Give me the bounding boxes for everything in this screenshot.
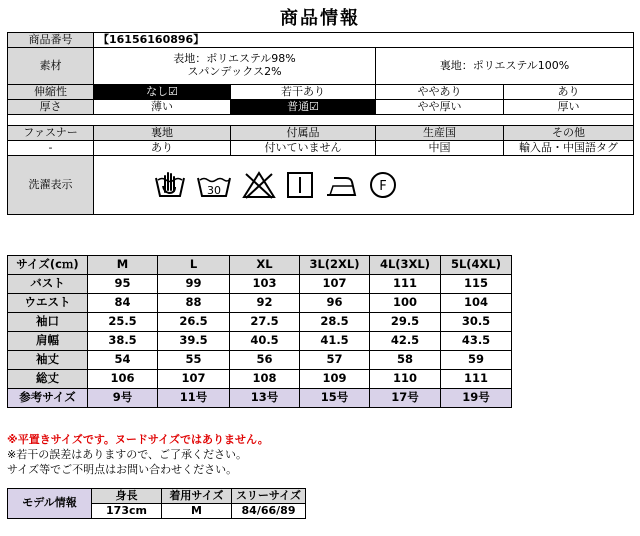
size-row-label: 肩幅 — [8, 332, 88, 351]
size-cell: 88 — [158, 294, 230, 313]
thickness-option: 厚い — [504, 100, 634, 115]
model-header-cell: 着用サイズ — [162, 489, 232, 504]
dry-clean-letter: F — [379, 179, 387, 194]
size-cell: 57 — [300, 351, 370, 370]
stretch-option: なし☑ — [94, 85, 231, 100]
size-cell: 96 — [300, 294, 370, 313]
size-cell: 11号 — [158, 389, 230, 408]
size-cell: 92 — [230, 294, 300, 313]
size-cell: 26.5 — [158, 313, 230, 332]
size-cell: 19号 — [441, 389, 512, 408]
size-notes — [7, 432, 269, 477]
size-row-length — [8, 370, 512, 389]
thickness-option: 薄い — [94, 100, 231, 115]
size-cell: 99 — [158, 275, 230, 294]
size-table — [7, 255, 512, 408]
details-value-row — [8, 141, 634, 156]
size-header-cell: 3L(2XL) — [300, 256, 370, 275]
size-cell: 106 — [88, 370, 158, 389]
size-cell: 111 — [370, 275, 441, 294]
details-value: - — [8, 141, 94, 156]
size-row-label: 参考サイズ — [8, 389, 88, 408]
stretch-row — [8, 85, 634, 100]
note-line: ※若干の誤差はありますので、ご了承ください。 — [7, 448, 247, 461]
dry-clean-f-icon — [368, 170, 398, 200]
material-label: 素材 — [8, 48, 94, 85]
details-value: 中国 — [376, 141, 504, 156]
product-info-table — [7, 32, 634, 215]
size-row-cuff — [8, 313, 512, 332]
details-header: 裏地 — [94, 126, 231, 141]
size-cell: 55 — [158, 351, 230, 370]
size-cell: 25.5 — [88, 313, 158, 332]
size-cell: 111 — [441, 370, 512, 389]
model-header-cell: スリーサイズ — [232, 489, 306, 504]
product-no-value: 【16156160896】 — [94, 33, 634, 48]
stretch-label: 伸縮性 — [8, 85, 94, 100]
thickness-option: やや厚い — [376, 100, 504, 115]
size-cell: 95 — [88, 275, 158, 294]
size-header-cell: L — [158, 256, 230, 275]
size-cell: 15号 — [300, 389, 370, 408]
note-line: ※平置きサイズです。ヌードサイズではありません。 — [7, 433, 269, 446]
size-row-reference — [8, 389, 512, 408]
model-value-cell: 173cm — [92, 504, 162, 519]
size-cell: 84 — [88, 294, 158, 313]
thickness-label: 厚さ — [8, 100, 94, 115]
model-info-table — [7, 488, 306, 519]
details-header-row — [8, 126, 634, 141]
size-cell: 30.5 — [441, 313, 512, 332]
details-header: ファスナー — [8, 126, 94, 141]
material-outer — [94, 48, 376, 85]
model-label: モデル情報 — [8, 489, 92, 519]
size-cell: 17号 — [370, 389, 441, 408]
size-row-bust — [8, 275, 512, 294]
size-cell: 59 — [441, 351, 512, 370]
wash-icons — [94, 170, 633, 200]
size-header-cell: 5L(4XL) — [441, 256, 512, 275]
size-row-label: ウエスト — [8, 294, 88, 313]
size-row-waist — [8, 294, 512, 313]
size-cell: 9号 — [88, 389, 158, 408]
size-cell: 109 — [300, 370, 370, 389]
stretch-option: あり — [504, 85, 634, 100]
thickness-option: 普通☑ — [231, 100, 376, 115]
size-cell: 115 — [441, 275, 512, 294]
spacer-row — [8, 115, 634, 126]
size-row-label: 袖丈 — [8, 351, 88, 370]
size-cell: 40.5 — [230, 332, 300, 351]
size-row-label: 総丈 — [8, 370, 88, 389]
size-header-cell: サイズ(cｍ) — [8, 256, 88, 275]
size-cell: 42.5 — [370, 332, 441, 351]
details-header: その他 — [504, 126, 634, 141]
size-cell: 110 — [370, 370, 441, 389]
size-cell: 107 — [158, 370, 230, 389]
size-cell: 38.5 — [88, 332, 158, 351]
size-row-sleeve — [8, 351, 512, 370]
model-header-cell: 身長 — [92, 489, 162, 504]
size-row-shoulder — [8, 332, 512, 351]
size-cell: 103 — [230, 275, 300, 294]
size-header-row — [8, 256, 512, 275]
size-header-cell: M — [88, 256, 158, 275]
size-cell: 41.5 — [300, 332, 370, 351]
hang-dry-icon — [286, 170, 314, 200]
product-no-row — [8, 33, 634, 48]
details-value: あり — [94, 141, 231, 156]
wash-row — [8, 156, 634, 215]
thickness-row — [8, 100, 634, 115]
size-cell: 108 — [230, 370, 300, 389]
material-lining: 裏地：ポリエステル100% — [376, 48, 634, 85]
stretch-option: ややあり — [376, 85, 504, 100]
details-value: 輸入品・中国語タグ — [504, 141, 634, 156]
size-cell: 39.5 — [158, 332, 230, 351]
model-header-row — [8, 489, 306, 504]
hand-wash-icon — [154, 170, 186, 200]
model-value-cell: 84/66/89 — [232, 504, 306, 519]
size-header-cell: 4L(3XL) — [370, 256, 441, 275]
wash-label: 洗濯表示 — [8, 156, 94, 215]
size-cell: 107 — [300, 275, 370, 294]
size-cell: 29.5 — [370, 313, 441, 332]
size-cell: 43.5 — [441, 332, 512, 351]
details-header: 付属品 — [231, 126, 376, 141]
size-cell: 13号 — [230, 389, 300, 408]
size-row-label: 袖口 — [8, 313, 88, 332]
material-outer-line-1: 表地：ポリエステル98% — [173, 52, 296, 66]
wash-temp-label: 30 — [207, 184, 221, 197]
size-cell: 27.5 — [230, 313, 300, 332]
size-cell: 100 — [370, 294, 441, 313]
size-cell: 58 — [370, 351, 441, 370]
wash-30-icon — [196, 170, 232, 200]
material-outer-line-2: スパンデックス2% — [187, 65, 282, 78]
wash-icons-cell — [94, 156, 634, 215]
product-no-label: 商品番号 — [8, 33, 94, 48]
page-title: 商品情報 — [280, 8, 360, 29]
model-value-cell: M — [162, 504, 232, 519]
size-cell: 56 — [230, 351, 300, 370]
size-cell: 28.5 — [300, 313, 370, 332]
stretch-option: 若干あり — [231, 85, 376, 100]
material-row — [8, 48, 634, 85]
size-row-label: バスト — [8, 275, 88, 294]
details-value: 付いていません — [231, 141, 376, 156]
size-cell: 54 — [88, 351, 158, 370]
note-line: サイズ等でご不明点はお問い合わせください。 — [7, 463, 238, 476]
size-header-cell: XL — [230, 256, 300, 275]
details-header: 生産国 — [376, 126, 504, 141]
size-cell: 104 — [441, 294, 512, 313]
no-bleach-icon — [242, 170, 276, 200]
iron-low-icon — [324, 170, 358, 200]
